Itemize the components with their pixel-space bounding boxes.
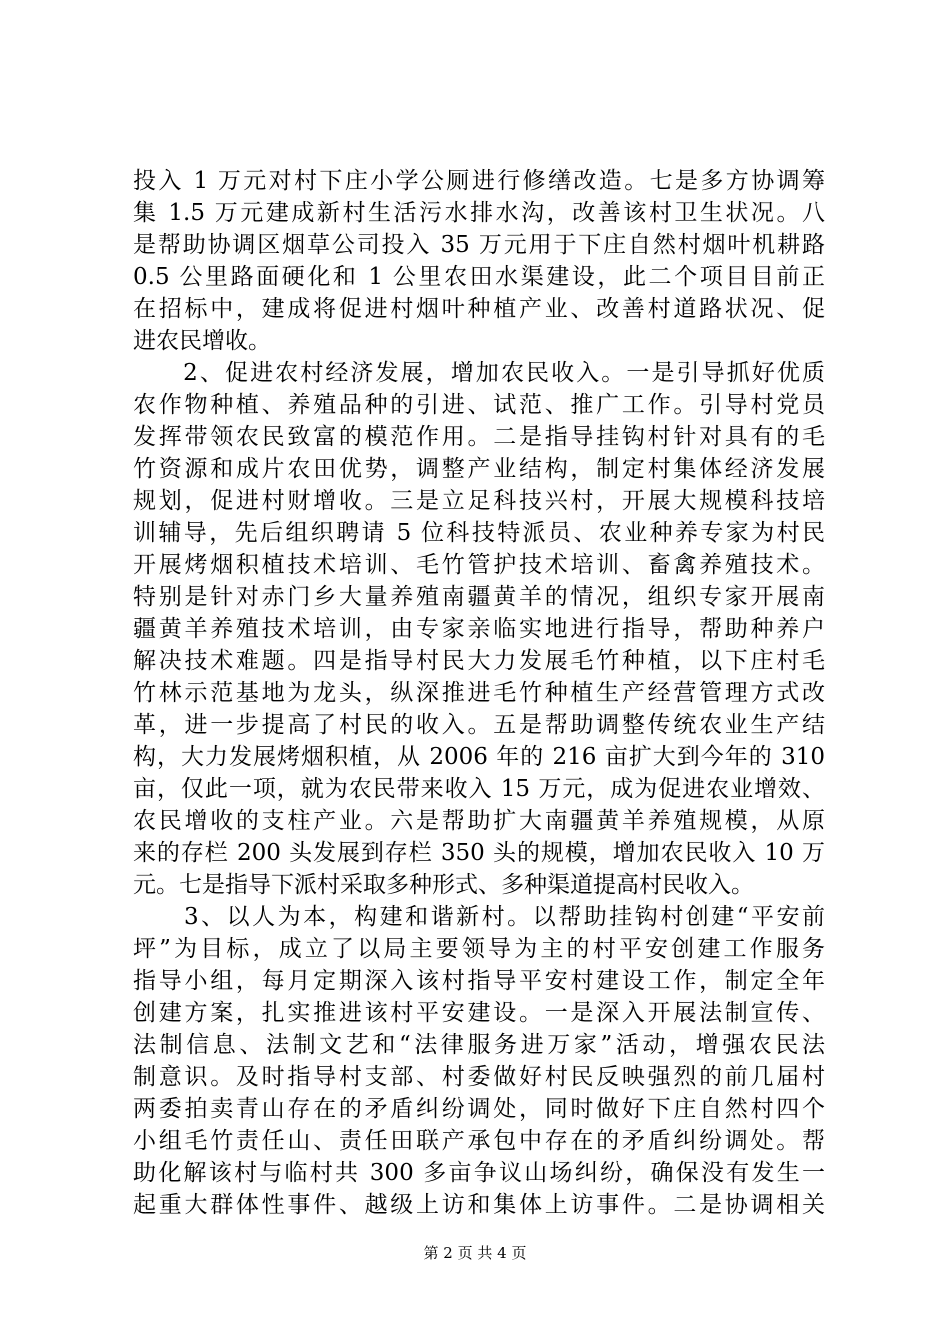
text-line: 规划，促进村财增收。三是立足科技兴村，开展大规模科技培 <box>133 488 825 514</box>
text-line: 解决技术难题。四是指导村民大力发展毛竹种植，以下庄村毛 <box>133 648 825 674</box>
text-line: 0.5 公里路面硬化和 1 公里农田水渠建设，此二个项目目前正 <box>133 264 825 290</box>
page-footer: 第 2 页 共 4 页 <box>423 1244 527 1262</box>
text-line: 坪”为目标，成立了以局主要领导为主的村平安创建工作服务 <box>133 936 825 962</box>
text-line: 元。七是指导下派村采取多种形式、多种渠道提高村民收入。 <box>133 872 754 898</box>
text-line: 训辅导，先后组织聘请 5 位科技特派员、农业种养专家为村民 <box>133 520 825 546</box>
text-line: 是帮助协调区烟草公司投入 35 万元用于下庄自然村烟叶机耕路 <box>133 232 825 258</box>
text-line: 投入 1 万元对村下庄小学公厕进行修缮改造。七是多方协调筹 <box>133 168 825 194</box>
text-line: 农民增收的支柱产业。六是帮助扩大南疆黄羊养殖规模，从原 <box>133 808 825 834</box>
text-line: 指导小组，每月定期深入该村指导平安村建设工作，制定全年 <box>133 968 825 994</box>
text-line: 小组毛竹责任山、责任田联产承包中存在的矛盾纠纷调处。帮 <box>133 1128 825 1154</box>
text-line: 制意识。及时指导村支部、村委做好村民反映强烈的前几届村 <box>133 1064 825 1090</box>
text-line: 进农民增收。 <box>133 328 271 354</box>
text-line: 2、促进农村经济发展，增加农民收入。一是引导抓好优质 <box>133 360 825 386</box>
text-line: 在招标中，建成将促进村烟叶种植产业、改善村道路状况、促 <box>133 296 825 322</box>
text-line: 疆黄羊养殖技术培训，由专家亲临实地进行指导，帮助种养户 <box>133 616 825 642</box>
text-line: 法制信息、法制文艺和“法律服务进万家”活动，增强农民法 <box>133 1032 825 1058</box>
text-line: 亩，仅此一项，就为农民带来收入 15 万元，成为促进农业增效、 <box>133 776 825 802</box>
text-line: 发挥带领农民致富的模范作用。二是指导挂钩村针对具有的毛 <box>133 424 825 450</box>
text-line: 农作物种植、养殖品种的引进、试范、推广工作。引导村党员 <box>133 392 825 418</box>
text-line: 起重大群体性事件、越级上访和集体上访事件。二是协调相关 <box>133 1192 825 1218</box>
text-line: 竹资源和成片农田优势，调整产业结构，制定村集体经济发展 <box>133 456 825 482</box>
text-line: 集 1.5 万元建成新村生活污水排水沟，改善该村卫生状况。八 <box>133 200 825 226</box>
text-line: 3、以人为本，构建和谐新村。以帮助挂钩村创建“平安前 <box>133 904 825 930</box>
text-line: 助化解该村与临村共 300 多亩争议山场纠纷，确保没有发生一 <box>133 1160 825 1186</box>
body-text <box>133 165 825 1221</box>
text-line: 特别是针对赤门乡大量养殖南疆黄羊的情况，组织专家开展南 <box>133 584 825 610</box>
text-line: 构，大力发展烤烟积植，从 2006 年的 216 亩扩大到今年的 310 <box>133 744 825 770</box>
text-line: 来的存栏 200 头发展到存栏 350 头的规模，增加农民收入 10 万 <box>133 840 825 866</box>
text-line: 两委拍卖青山存在的矛盾纠纷调处，同时做好下庄自然村四个 <box>133 1096 825 1122</box>
text-line: 创建方案，扎实推进该村平安建设。一是深入开展法制宣传、 <box>133 1000 825 1026</box>
text-line: 开展烤烟积植技术培训、毛竹管护技术培训、畜禽养殖技术。 <box>133 552 825 578</box>
text-line: 革，进一步提高了村民的收入。五是帮助调整传统农业生产结 <box>133 712 825 738</box>
text-line: 竹林示范基地为龙头，纵深推进毛竹种植生产经营管理方式改 <box>133 680 825 706</box>
